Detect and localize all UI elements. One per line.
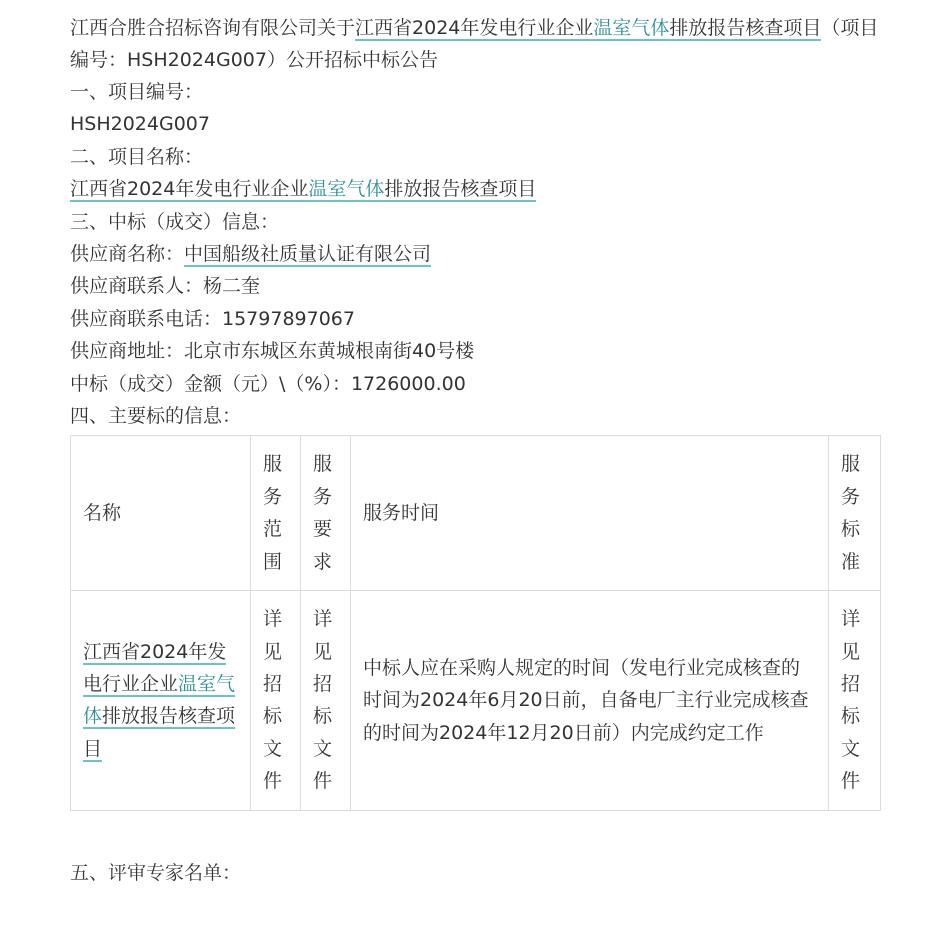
section1-heading: 一、项目编号： bbox=[70, 81, 204, 103]
header-name: 名称 bbox=[71, 436, 251, 591]
header-standard: 服务标准 bbox=[829, 436, 881, 591]
supplier-name-row bbox=[70, 238, 880, 270]
project-number: HSH2024G007 bbox=[70, 113, 210, 136]
cell-name bbox=[71, 591, 251, 810]
award-amount: 中标（成交）金额（元）\（%）：1726000.00 bbox=[70, 372, 466, 395]
table-row bbox=[71, 591, 881, 810]
header-time: 服务时间 bbox=[351, 436, 829, 591]
supplier-name-link[interactable]: 中国船级社质量认证有限公司 bbox=[184, 243, 432, 266]
table-header-row bbox=[71, 436, 881, 591]
supplier-phone: 供应商联系电话：15797897067 bbox=[70, 307, 355, 330]
cell-scope: 详见招标文件 bbox=[251, 591, 301, 810]
supplier-address: 供应商地址：北京市东城区东黄城根南街40号楼 bbox=[70, 340, 475, 363]
section2-heading: 二、项目名称： bbox=[70, 145, 204, 168]
supplier-contact: 供应商联系人：杨二奎 bbox=[70, 275, 261, 298]
cell-requirement: 详见招标文件 bbox=[301, 591, 351, 810]
cell-time: 中标人应在采购人规定的时间（发电行业完成核查的时间为2024年6月20日前，自备电厂主行业完成核查的时间为2024年12月20日前）内完成约定工作 bbox=[351, 591, 829, 810]
supplier-name-label: 供应商名称： bbox=[70, 243, 185, 266]
main-subject-table bbox=[70, 435, 881, 810]
section4-heading: 四、主要标的信息： bbox=[70, 405, 242, 428]
project-name bbox=[70, 173, 880, 205]
header-scope: 服务范围 bbox=[251, 436, 301, 591]
section5-heading: 五、评审专家名单： bbox=[70, 861, 242, 884]
page-title bbox=[70, 12, 880, 76]
header-requirement: 服务要求 bbox=[301, 436, 351, 591]
cell-standard: 详见招标文件 bbox=[829, 591, 881, 810]
project-name-link[interactable]: 江西省2024年发电行业企业温室气体排放报告核查项目 bbox=[70, 178, 537, 201]
project-title-link[interactable]: 江西省2024年发电行业企业温室气体排放报告核查项目 bbox=[355, 17, 822, 39]
title-suffix: （项目编号：HSH2024G007）公开招标中标公告 bbox=[70, 17, 879, 71]
title-prefix: 江西合胜合招标咨询有限公司关于 bbox=[70, 17, 356, 39]
row-project-link[interactable]: 江西省2024年发电行业企业温室气体排放报告核查项目 bbox=[83, 640, 236, 760]
announcement-content bbox=[70, 12, 880, 889]
section3-heading: 三、中标（成交）信息： bbox=[70, 210, 280, 233]
